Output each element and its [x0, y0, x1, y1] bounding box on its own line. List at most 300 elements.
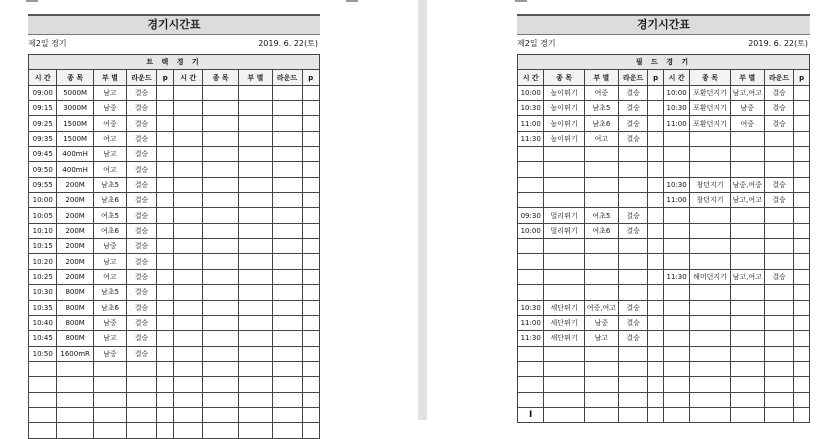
division-cell — [239, 208, 272, 223]
event-cell — [690, 315, 730, 330]
round-cell — [272, 361, 302, 376]
round-cell: 결승 — [618, 315, 648, 330]
event-cell: 포환던지기 — [690, 116, 730, 131]
event-cell — [202, 346, 238, 361]
time-cell: 11:30 — [518, 131, 544, 146]
round-cell: 결승 — [127, 193, 157, 208]
table-row — [29, 208, 320, 223]
time-cell — [174, 269, 202, 284]
p-cell — [302, 407, 319, 422]
event-cell: 창던지기 — [690, 177, 730, 192]
round-cell — [764, 162, 794, 177]
round-cell: 결승 — [618, 331, 648, 346]
p-cell — [794, 346, 810, 361]
time-cell — [663, 162, 689, 177]
event-cell: 1500M — [57, 116, 93, 131]
round-cell — [618, 239, 648, 254]
division-cell: 남초5 — [93, 177, 126, 192]
time-cell — [174, 423, 202, 438]
time-cell — [518, 147, 544, 162]
event-cell: 높이뛰기 — [544, 101, 584, 116]
column-header: p — [157, 70, 174, 85]
round-cell: 결승 — [127, 331, 157, 346]
round-cell — [127, 377, 157, 392]
time-cell — [518, 177, 544, 192]
time-cell — [174, 300, 202, 315]
event-cell — [202, 423, 238, 438]
time-cell — [518, 269, 544, 284]
column-header: 라운드 — [764, 70, 794, 85]
round-cell — [272, 101, 302, 116]
time-cell: 11:00 — [663, 193, 689, 208]
division-cell — [730, 392, 764, 407]
event-cell — [202, 254, 238, 269]
event-cell: 800M — [57, 315, 93, 330]
p-cell — [648, 331, 664, 346]
round-cell — [618, 269, 648, 284]
time-cell — [174, 116, 202, 131]
division-cell: 남고 — [93, 254, 126, 269]
division-cell — [239, 116, 272, 131]
round-cell: 결승 — [618, 131, 648, 146]
division-cell — [239, 177, 272, 192]
column-header: p — [794, 70, 810, 85]
table-row — [29, 423, 320, 438]
round-cell — [127, 423, 157, 438]
time-cell — [663, 254, 689, 269]
time-cell — [518, 193, 544, 208]
round-cell: 결승 — [764, 269, 794, 284]
p-cell — [794, 254, 810, 269]
division-cell — [239, 285, 272, 300]
round-cell — [764, 254, 794, 269]
p-cell — [302, 162, 319, 177]
round-cell — [618, 346, 648, 361]
round-cell: 결승 — [127, 131, 157, 146]
column-header: 부 별 — [93, 70, 126, 85]
division-cell — [730, 254, 764, 269]
time-cell: 09:15 — [29, 101, 57, 116]
division-cell — [730, 131, 764, 146]
event-cell — [690, 223, 730, 238]
p-cell — [157, 407, 174, 422]
round-cell — [272, 239, 302, 254]
time-cell: 10:00 — [29, 193, 57, 208]
division-cell — [584, 239, 618, 254]
track-schedule-table — [28, 54, 320, 439]
round-cell — [272, 85, 302, 100]
p-cell — [648, 254, 664, 269]
time-cell — [174, 346, 202, 361]
division-cell — [730, 208, 764, 223]
round-cell — [764, 147, 794, 162]
round-cell — [272, 131, 302, 146]
round-cell: 결승 — [127, 85, 157, 100]
p-cell — [302, 285, 319, 300]
time-cell — [663, 285, 689, 300]
division-cell — [584, 285, 618, 300]
time-cell: 10:30 — [663, 101, 689, 116]
time-cell — [174, 147, 202, 162]
round-cell: 결승 — [127, 269, 157, 284]
time-cell — [174, 223, 202, 238]
table-row — [29, 239, 320, 254]
column-header: 라운드 — [272, 70, 302, 85]
round-cell: 결승 — [127, 239, 157, 254]
p-cell — [157, 377, 174, 392]
time-cell: 10:10 — [29, 223, 57, 238]
section-header-row — [29, 55, 320, 70]
event-cell: 200M — [57, 254, 93, 269]
time-cell: 09:55 — [29, 177, 57, 192]
event-cell: 포환던지기 — [690, 101, 730, 116]
time-cell — [663, 407, 689, 422]
event-cell — [202, 223, 238, 238]
round-cell: 결승 — [127, 315, 157, 330]
time-cell — [518, 361, 544, 376]
division-cell — [584, 254, 618, 269]
division-cell: 여중 — [584, 85, 618, 100]
event-cell — [690, 300, 730, 315]
section-title: 트 랙 경 기 — [29, 55, 320, 70]
column-header-row — [29, 70, 320, 85]
event-cell — [202, 361, 238, 376]
p-cell — [648, 239, 664, 254]
p-cell — [302, 254, 319, 269]
round-cell: 결승 — [618, 223, 648, 238]
date-label: 2019. 6. 22(토) — [258, 39, 318, 48]
event-cell: 포환던지기 — [690, 85, 730, 100]
time-cell — [663, 239, 689, 254]
time-cell — [663, 315, 689, 330]
day-label: 제2일 경기 — [28, 39, 67, 48]
event-cell — [202, 315, 238, 330]
event-cell — [544, 377, 584, 392]
time-cell — [663, 361, 689, 376]
column-header: 라운드 — [127, 70, 157, 85]
division-cell — [584, 407, 618, 422]
round-cell — [272, 177, 302, 192]
page-top-marker — [346, 0, 358, 2]
p-cell — [302, 315, 319, 330]
division-cell — [730, 147, 764, 162]
division-cell: 남초6 — [584, 116, 618, 131]
division-cell: 남중,여중 — [730, 177, 764, 192]
round-cell: 결승 — [127, 208, 157, 223]
round-cell — [618, 285, 648, 300]
time-cell: 10:25 — [29, 269, 57, 284]
column-header-row — [518, 70, 810, 85]
event-cell — [544, 239, 584, 254]
p-cell — [794, 331, 810, 346]
p-cell — [302, 423, 319, 438]
time-cell — [29, 407, 57, 422]
event-cell — [544, 407, 584, 422]
division-cell — [584, 346, 618, 361]
event-cell: 멀리뛰기 — [544, 208, 584, 223]
division-cell: 여초6 — [93, 223, 126, 238]
event-cell — [690, 239, 730, 254]
page-gap — [418, 0, 427, 420]
event-cell: 200M — [57, 239, 93, 254]
p-cell — [648, 346, 664, 361]
event-cell: 800M — [57, 285, 93, 300]
division-cell — [730, 162, 764, 177]
division-cell — [239, 193, 272, 208]
round-cell — [764, 346, 794, 361]
time-cell — [518, 254, 544, 269]
event-cell: 200M — [57, 193, 93, 208]
division-cell — [239, 331, 272, 346]
division-cell — [584, 193, 618, 208]
table-row — [518, 392, 810, 407]
time-cell — [174, 85, 202, 100]
table-row — [29, 85, 320, 100]
time-cell — [174, 131, 202, 146]
time-cell: 11:00 — [663, 116, 689, 131]
event-cell — [544, 392, 584, 407]
division-cell: 남고,여고 — [730, 193, 764, 208]
division-cell — [239, 147, 272, 162]
round-cell — [618, 361, 648, 376]
p-cell — [157, 223, 174, 238]
column-header: 종 목 — [690, 70, 730, 85]
division-cell — [239, 254, 272, 269]
division-cell — [239, 300, 272, 315]
round-cell — [272, 377, 302, 392]
event-cell: 세단뛰기 — [544, 300, 584, 315]
p-cell — [648, 407, 664, 422]
division-cell — [239, 131, 272, 146]
column-header: 부 별 — [730, 70, 764, 85]
event-cell: 200M — [57, 223, 93, 238]
time-cell — [174, 239, 202, 254]
round-cell — [272, 300, 302, 315]
field-schedule-table — [517, 54, 810, 423]
p-cell — [157, 193, 174, 208]
round-cell — [764, 131, 794, 146]
event-cell — [690, 377, 730, 392]
event-cell — [544, 346, 584, 361]
round-cell — [127, 392, 157, 407]
section-header-row — [518, 55, 810, 70]
table-row — [518, 85, 810, 100]
column-header: 종 목 — [202, 70, 238, 85]
time-cell: 10:20 — [29, 254, 57, 269]
column-header: 종 목 — [544, 70, 584, 85]
time-cell — [174, 193, 202, 208]
page-top-marker — [515, 0, 527, 2]
p-cell — [794, 162, 810, 177]
division-cell: 여고 — [584, 131, 618, 146]
time-cell — [174, 377, 202, 392]
time-cell: 11:30 — [663, 269, 689, 284]
event-cell — [202, 193, 238, 208]
round-cell: 결승 — [127, 223, 157, 238]
division-cell — [239, 101, 272, 116]
table-row — [29, 361, 320, 376]
event-cell — [690, 254, 730, 269]
event-cell: 800M — [57, 300, 93, 315]
division-cell: 남고 — [93, 85, 126, 100]
time-cell: 09:35 — [29, 131, 57, 146]
event-cell — [202, 162, 238, 177]
column-header: 시 간 — [29, 70, 57, 85]
time-cell: 10:05 — [29, 208, 57, 223]
p-cell — [157, 300, 174, 315]
round-cell — [272, 285, 302, 300]
time-cell — [29, 377, 57, 392]
time-cell — [174, 162, 202, 177]
division-cell — [584, 269, 618, 284]
event-cell: 높이뛰기 — [544, 116, 584, 131]
event-cell — [202, 285, 238, 300]
division-cell — [584, 377, 618, 392]
p-cell — [157, 392, 174, 407]
division-cell — [239, 346, 272, 361]
p-cell — [794, 407, 810, 422]
p-cell — [648, 315, 664, 330]
time-cell: 10:30 — [29, 285, 57, 300]
event-cell — [202, 407, 238, 422]
round-cell — [272, 423, 302, 438]
table-row — [29, 223, 320, 238]
p-cell — [648, 300, 664, 315]
event-cell — [202, 239, 238, 254]
round-cell: 결승 — [764, 193, 794, 208]
table-row — [518, 239, 810, 254]
time-cell — [663, 147, 689, 162]
division-cell — [93, 407, 126, 422]
event-cell — [202, 147, 238, 162]
division-cell: 남초6 — [93, 300, 126, 315]
column-header: 부 별 — [584, 70, 618, 85]
p-cell — [794, 223, 810, 238]
p-cell — [157, 162, 174, 177]
round-cell: 결승 — [618, 116, 648, 131]
division-cell — [584, 147, 618, 162]
event-cell — [202, 116, 238, 131]
time-cell — [518, 346, 544, 361]
division-cell — [239, 407, 272, 422]
p-cell — [302, 131, 319, 146]
event-cell — [57, 377, 93, 392]
event-cell — [544, 269, 584, 284]
round-cell: 결승 — [618, 85, 648, 100]
time-cell — [174, 208, 202, 223]
column-header: 종 목 — [57, 70, 93, 85]
division-cell — [239, 315, 272, 330]
round-cell — [618, 177, 648, 192]
p-cell — [794, 315, 810, 330]
time-cell — [518, 392, 544, 407]
round-cell — [272, 346, 302, 361]
time-cell — [663, 300, 689, 315]
p-cell — [794, 239, 810, 254]
division-cell — [584, 392, 618, 407]
p-cell — [157, 269, 174, 284]
table-row — [29, 392, 320, 407]
division-cell: 남중 — [93, 315, 126, 330]
p-cell — [794, 147, 810, 162]
round-cell — [764, 331, 794, 346]
page-title: 경기시간표 — [517, 14, 810, 35]
time-cell — [663, 346, 689, 361]
p-cell — [648, 377, 664, 392]
division-cell — [730, 300, 764, 315]
p-cell — [648, 131, 664, 146]
time-cell: 10:15 — [29, 239, 57, 254]
event-cell — [202, 85, 238, 100]
time-cell — [174, 177, 202, 192]
round-cell — [618, 407, 648, 422]
round-cell — [618, 392, 648, 407]
p-cell — [302, 269, 319, 284]
time-cell — [174, 285, 202, 300]
round-cell: 결승 — [618, 300, 648, 315]
round-cell — [272, 315, 302, 330]
time-cell: 09:25 — [29, 116, 57, 131]
event-cell — [202, 331, 238, 346]
time-cell — [663, 331, 689, 346]
division-cell — [730, 331, 764, 346]
p-cell — [302, 331, 319, 346]
division-cell: 여초5 — [93, 208, 126, 223]
p-cell — [648, 392, 664, 407]
time-cell — [518, 407, 544, 422]
division-cell — [730, 407, 764, 422]
division-cell — [730, 346, 764, 361]
event-cell — [544, 177, 584, 192]
round-cell — [764, 223, 794, 238]
table-row — [29, 254, 320, 269]
table-row — [518, 223, 810, 238]
day-label: 제2일 경기 — [517, 39, 556, 48]
division-cell — [239, 269, 272, 284]
time-cell: 11:00 — [518, 315, 544, 330]
event-cell — [202, 131, 238, 146]
time-cell — [29, 361, 57, 376]
table-row — [518, 101, 810, 116]
division-cell — [93, 361, 126, 376]
time-cell: 10:00 — [518, 85, 544, 100]
p-cell — [302, 116, 319, 131]
p-cell — [302, 392, 319, 407]
p-cell — [648, 223, 664, 238]
column-header: 부 별 — [239, 70, 272, 85]
round-cell: 결승 — [127, 346, 157, 361]
event-cell — [690, 407, 730, 422]
table-row — [29, 407, 320, 422]
p-cell — [648, 101, 664, 116]
division-cell: 여초5 — [584, 208, 618, 223]
event-cell — [202, 300, 238, 315]
division-cell: 남초5 — [584, 101, 618, 116]
p-cell — [157, 346, 174, 361]
round-cell: 결승 — [127, 300, 157, 315]
time-cell — [518, 377, 544, 392]
event-cell: 400mH — [57, 147, 93, 162]
division-cell: 남중 — [93, 346, 126, 361]
p-cell — [157, 361, 174, 376]
round-cell — [618, 162, 648, 177]
time-cell: 10:30 — [663, 177, 689, 192]
event-cell — [544, 254, 584, 269]
time-cell — [663, 131, 689, 146]
time-cell: 09:45 — [29, 147, 57, 162]
time-cell: 10:45 — [29, 331, 57, 346]
p-cell — [302, 193, 319, 208]
